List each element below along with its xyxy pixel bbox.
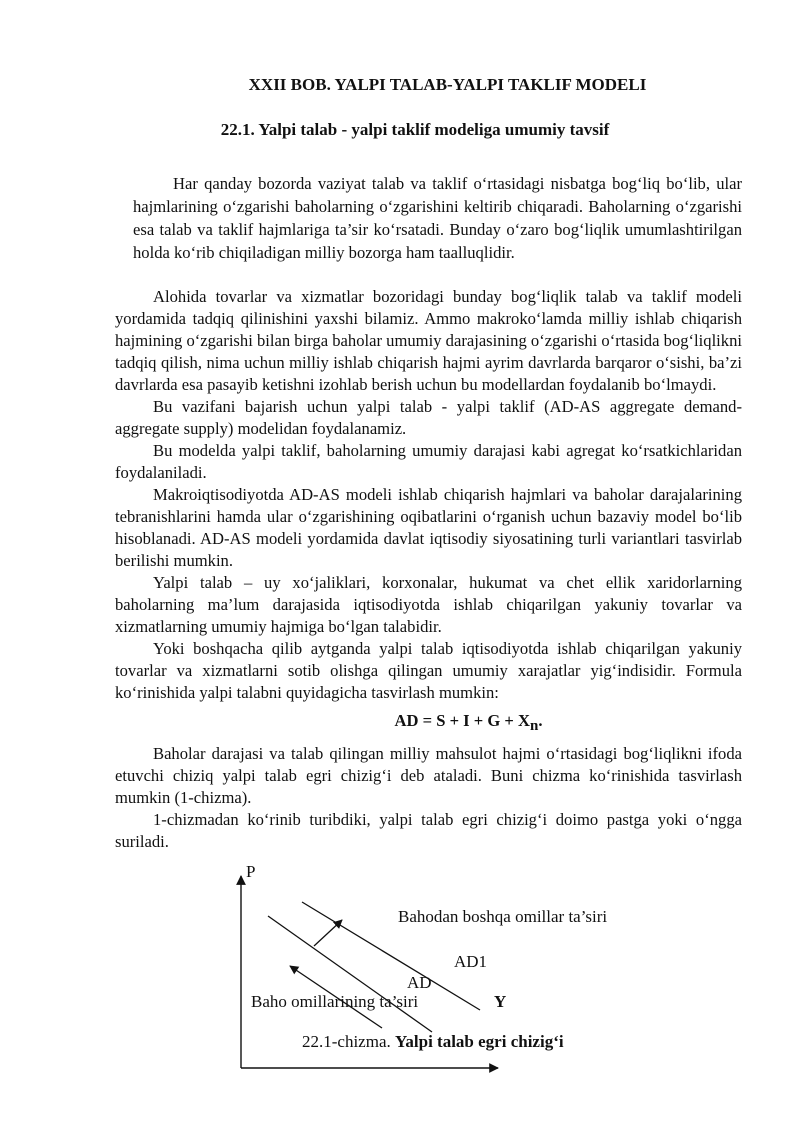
non-price-factors-label: Bahodan boshqa omillar ta’siri [398, 907, 608, 926]
paragraph: Yalpi talab – uy xo‘jaliklari, korxonalar, hukumat va chet ellik xaridorlarning baholarning ma’lum darajasida iqtisodiyotda ishlab chiqarilgan yakuniy tovarlar va xizmatlarning umumiy hajmiga bo‘lgan talabidir. [115, 573, 742, 636]
shift-arrow [314, 920, 342, 946]
caption-prefix: 22.1-chizma. [302, 1032, 395, 1051]
paragraph: Alohida tovarlar va xizmatlar bozoridagi bunday bog‘liqlik talab va taklif modeli yordamida tadqiq qilinishini yaxshi bilamiz. Ammo makroko‘lamda milliy ishlab chiqarish hajmining o‘zgarishi bilan birga baholar umumiy darajasining o‘zgarishi o‘rtasida bog‘liqlikni tadqiq qilish, nima uchun milliy ishlab chiqarish hajmi ayrim davrlarda barqaror o‘sishi, ba’zi davrlarda esa pasayib ketishni izohlab berish uchun bu modellardan foydalanib bo‘lmaydi. [115, 287, 742, 394]
ad1-label: AD1 [454, 952, 488, 971]
section-title: 22.1. Yalpi talab - yalpi taklif modeliga umumiy tavsif [220, 120, 610, 139]
y-axis-label: P [246, 862, 256, 881]
paragraph: Bu vazifani bajarish uchun yalpi talab - yalpi taklif (AD-AS aggregate demand- aggregate supply) modelidan foydalanamiz. [115, 397, 742, 438]
caption-title: Yalpi talab egri chizig‘i [395, 1032, 564, 1051]
intro-paragraph: Har qanday bozorda vaziyat talab va taklif o‘rtasidagi nisbatga bog‘liq bo‘lib, ular hajmlarining o‘zgarishi baholarning o‘zgarishini keltirib chiqaradi. Baholarning o‘zgarishi esa talab va taklif hajmlariga ta’sir ko‘rsatadi. Bunday o‘zaro bog‘liqlik umumlashtirilgan holda ko‘rib chiqiladigan milliy bozorga ham taalluqlidir. [133, 174, 742, 262]
paragraph: Bu modelda yalpi taklif, baholarning umumiy darajasi kabi agregat ko‘rsatkichlaridan foydalaniladi. [115, 441, 742, 482]
price-factors-label: Baho omillarining ta’siri [251, 992, 419, 1011]
x-axis-label: Y [494, 992, 507, 1011]
paragraph: Baholar darajasi va talab qilingan milliy mahsulot hajmi o‘rtasidagi bog‘liqlikni ifoda etuvchi chiziq yalpi talab egri chizig‘i deb ataladi. Buni chizma ko‘rinishida tasvirlash mumkin (1-chizma). [115, 744, 742, 807]
chapter-title: XXII BOB. YALPI TALAB-YALPI TAKLIF MODELI [248, 75, 647, 94]
formula-subscript: n [530, 718, 539, 734]
paragraph: Yoki boshqacha qilib aytganda yalpi talab iqtisodiyotda ishlab chiqarilgan yakuniy tovarlar va xizmatlarni sotib olishga qilingan umumiy xarajatlar yig‘indisidir. Formula ko‘rinishida yalpi talabni quyidagicha tasvirlash mumkin: [115, 639, 742, 702]
figure-caption [302, 1032, 564, 1051]
paragraph: Makroiqtisodiyotda AD-AS modeli ishlab chiqarish hajmlari va baholar darajalarining tebranishlarini hamda ular o‘zgarishining oqibatlarini o‘rganish uchun bazaviy model bo‘lib hisoblanadi. AD-AS modeli yordamida davlat iqtisodiy siyosatining turli variantlari tasvirlab berilishi mumkin. [115, 485, 742, 570]
formula-tail: . [538, 711, 543, 730]
ad-label: AD [407, 973, 432, 992]
formula-main: AD = S + I + G + X [394, 711, 531, 730]
paragraph: 1-chizmadan ko‘rinib turibdiki, yalpi talab egri chizig‘i doimo pastga yoki o‘ngga suriladi. [115, 810, 742, 851]
